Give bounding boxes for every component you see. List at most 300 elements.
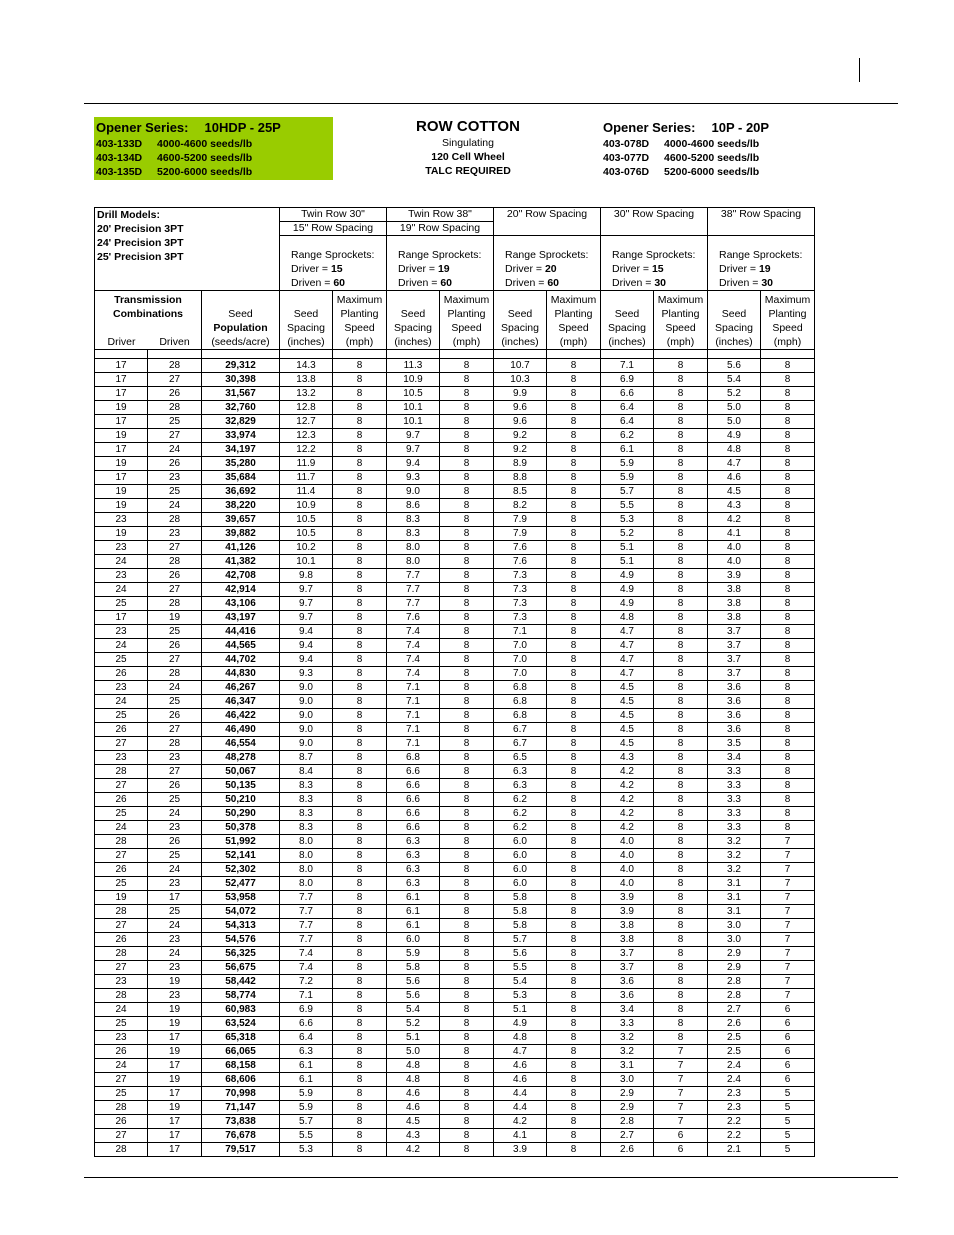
table-cell: 13.8 (280, 373, 333, 387)
table-cell: 26 (148, 387, 202, 401)
table-cell: 11.3 (387, 359, 440, 373)
table-cell: 4.8 (387, 1073, 440, 1087)
table-cell: 7.0 (494, 653, 547, 667)
table-cell: 6.2 (494, 793, 547, 807)
table-cell: 8 (440, 709, 494, 723)
table-cell: 8 (440, 429, 494, 443)
table-cell: 3.4 (601, 1003, 654, 1017)
driven-label: Driven = (612, 277, 655, 289)
spacing-label: Spacing (715, 322, 753, 334)
table-cell: 8 (547, 541, 601, 555)
table-cell: 7 (654, 1073, 708, 1087)
table-cell: 8 (547, 639, 601, 653)
table-cell: 19 (95, 485, 148, 499)
table-cell: 3.7 (601, 961, 654, 975)
table-cell: 4.9 (708, 429, 761, 443)
table-row (95, 737, 815, 751)
table-cell: 9.0 (280, 737, 333, 751)
table-cell: 4.1 (708, 527, 761, 541)
table-cell: 5.7 (494, 933, 547, 947)
table-cell: 8 (440, 1045, 494, 1059)
table-cell: 8 (440, 737, 494, 751)
table-cell: 6.1 (280, 1059, 333, 1073)
table-cell: 8 (547, 877, 601, 891)
table-cell: 3.7 (708, 639, 761, 653)
table-cell: 6 (761, 1017, 815, 1031)
table-cell: 7.4 (387, 625, 440, 639)
table-cell: 7 (761, 877, 815, 891)
header-rule (84, 103, 898, 104)
table-cell: 6.3 (387, 877, 440, 891)
seed-population-cell: 73,838 (202, 1115, 280, 1129)
table-cell: 5.3 (280, 1143, 333, 1157)
table-row (95, 1031, 815, 1045)
range-sprockets-label: Range Sprockets: (398, 249, 482, 261)
table-cell: 19 (148, 1045, 202, 1059)
driver-header: Driver (107, 336, 136, 348)
drill-models-label: Drill Models: (97, 209, 161, 221)
table-cell: 8 (547, 667, 601, 681)
table-cell: 8 (547, 1143, 601, 1157)
table-cell: 8 (547, 751, 601, 765)
table-cell: 8 (547, 933, 601, 947)
table-cell: 24 (95, 555, 148, 569)
table-cell: 9.0 (387, 485, 440, 499)
table-cell: 8 (547, 429, 601, 443)
table-cell: 8 (547, 653, 601, 667)
table-cell: 8.3 (387, 513, 440, 527)
table-row (95, 387, 815, 401)
table-cell: 5.4 (708, 373, 761, 387)
range-sprockets-label: Range Sprockets: (505, 249, 589, 261)
part-number: 403-078D (603, 138, 650, 150)
table-cell: 8.6 (387, 499, 440, 513)
table-cell: 8 (440, 947, 494, 961)
table-cell: 8 (654, 541, 708, 555)
table-row (95, 793, 815, 807)
table-cell: 4.2 (601, 765, 654, 779)
table-cell: 8.3 (280, 807, 333, 821)
table-cell: 8 (547, 1101, 601, 1115)
opener-left-row (94, 137, 333, 151)
table-cell: 3.9 (601, 891, 654, 905)
table-cell: 6.4 (280, 1031, 333, 1045)
table-cell: 9.4 (280, 639, 333, 653)
table-cell: 8 (761, 443, 815, 457)
table-cell: 5 (761, 1129, 815, 1143)
speed-label: Speed (344, 322, 375, 334)
table-cell: 8.2 (494, 499, 547, 513)
table-cell: 8 (761, 401, 815, 415)
table-cell: 8 (761, 695, 815, 709)
table-cell: 8 (654, 1031, 708, 1045)
table-cell: 2.7 (601, 1129, 654, 1143)
table-cell: 7.1 (601, 359, 654, 373)
table-cell: 4.0 (708, 541, 761, 555)
table-cell: 25 (148, 625, 202, 639)
seed-population-cell: 32,829 (202, 415, 280, 429)
table-cell: 19 (95, 457, 148, 471)
table-cell: 19 (148, 1003, 202, 1017)
table-cell: 6.1 (387, 905, 440, 919)
table-cell: 4.8 (494, 1031, 547, 1045)
table-cell: 5.2 (601, 527, 654, 541)
seed-population-cell: 58,774 (202, 989, 280, 1003)
table-cell: 8 (547, 513, 601, 527)
table-cell: 26 (95, 933, 148, 947)
seed-spacing-header (280, 291, 333, 350)
table-cell: 5.0 (387, 1045, 440, 1059)
table-row (95, 1003, 815, 1017)
driven-sprocket (719, 276, 814, 290)
driver-value: 15 (330, 263, 343, 275)
table-cell: 8 (333, 863, 387, 877)
table-cell: 17 (95, 471, 148, 485)
table-cell: 7 (761, 919, 815, 933)
table-cell: 4.6 (494, 1073, 547, 1087)
table-cell: 8 (761, 415, 815, 429)
table-cell: 27 (95, 737, 148, 751)
table-cell: 5.9 (601, 471, 654, 485)
table-row (95, 863, 815, 877)
table-cell: 8 (761, 569, 815, 583)
transmission-header (95, 291, 202, 350)
table-row (95, 723, 815, 737)
table-cell: 8 (547, 681, 601, 695)
table-cell: 25 (95, 807, 148, 821)
table-cell: 2.7 (708, 1003, 761, 1017)
table-cell: 2.8 (708, 989, 761, 1003)
speed-label: Planting (340, 308, 379, 320)
table-cell: 6.3 (387, 849, 440, 863)
table-row (95, 877, 815, 891)
table-cell: 8.0 (280, 877, 333, 891)
speed-label: Maximum (657, 294, 704, 306)
seed-population-cell: 63,524 (202, 1017, 280, 1031)
population-label: Population (213, 322, 268, 334)
seed-population-cell: 41,126 (202, 541, 280, 555)
max-speed-header (654, 291, 708, 350)
range-sprockets-label: Range Sprockets: (291, 249, 375, 261)
table-cell: 6.1 (387, 919, 440, 933)
table-cell: 9.9 (494, 387, 547, 401)
table-cell: 8 (333, 457, 387, 471)
table-cell: 27 (95, 1129, 148, 1143)
table-cell: 8 (333, 1003, 387, 1017)
table-cell: 8 (761, 639, 815, 653)
table-cell: 7.3 (494, 611, 547, 625)
table-cell: 8 (654, 835, 708, 849)
table-cell: 8 (333, 555, 387, 569)
table-cell: 8 (654, 373, 708, 387)
table-row (95, 625, 815, 639)
table-cell: 26 (148, 709, 202, 723)
table-cell: 19 (148, 1017, 202, 1031)
table-cell: 4.7 (601, 653, 654, 667)
table-cell: 6.6 (601, 387, 654, 401)
seed-population-cell: 39,657 (202, 513, 280, 527)
table-cell: 8 (440, 961, 494, 975)
table-cell: 7 (761, 863, 815, 877)
table-cell: 8 (547, 625, 601, 639)
spacing-title: Twin Row 38" (387, 208, 494, 222)
table-cell: 8 (440, 387, 494, 401)
table-cell: 8 (440, 989, 494, 1003)
table-cell: 8 (761, 793, 815, 807)
part-number: 403-134D (96, 152, 143, 164)
table-cell: 8 (333, 891, 387, 905)
table-cell: 8 (333, 373, 387, 387)
table-cell: 8 (333, 639, 387, 653)
table-cell: 8 (333, 541, 387, 555)
table-cell: 8 (333, 681, 387, 695)
table-cell: 11.7 (280, 471, 333, 485)
table-cell: 9.7 (387, 429, 440, 443)
table-cell: 17 (148, 1129, 202, 1143)
spacer-cell (708, 350, 761, 359)
table-cell: 12.7 (280, 415, 333, 429)
table-cell: 10.1 (280, 555, 333, 569)
table-cell: 8 (547, 457, 601, 471)
table-cell: 8.8 (494, 471, 547, 485)
table-cell: 5.5 (494, 961, 547, 975)
table-cell: 4.6 (708, 471, 761, 485)
table-cell: 5 (761, 1143, 815, 1157)
table-cell: 25 (95, 709, 148, 723)
table-cell: 5.8 (494, 891, 547, 905)
table-cell: 5.6 (708, 359, 761, 373)
table-cell: 24 (148, 807, 202, 821)
table-cell: 6.6 (387, 807, 440, 821)
table-cell: 7.1 (387, 723, 440, 737)
seed-spacing-header (601, 291, 654, 350)
table-cell: 8 (440, 513, 494, 527)
table-cell: 8 (333, 751, 387, 765)
table-cell: 4.5 (601, 695, 654, 709)
table-cell: 23 (148, 933, 202, 947)
table-cell: 28 (148, 597, 202, 611)
table-cell: 4.3 (601, 751, 654, 765)
table-cell: 28 (95, 947, 148, 961)
opener-right-label: Opener Series: (603, 120, 696, 135)
table-cell: 8 (333, 961, 387, 975)
drill-model: 20' Precision 3PT (97, 223, 184, 235)
table-cell: 8 (440, 849, 494, 863)
table-row (95, 527, 815, 541)
table-cell: 28 (95, 1143, 148, 1157)
table-cell: 8 (654, 961, 708, 975)
table-cell: 8 (333, 401, 387, 415)
seed-population-cell: 56,675 (202, 961, 280, 975)
table-cell: 8 (440, 1017, 494, 1031)
table-cell: 7.9 (494, 527, 547, 541)
table-cell: 5.1 (494, 1003, 547, 1017)
speed-label: Speed (451, 322, 482, 334)
table-cell: 4.1 (494, 1129, 547, 1143)
table-row (95, 681, 815, 695)
table-cell: 8 (547, 359, 601, 373)
table-row (95, 639, 815, 653)
table-cell: 6.8 (494, 681, 547, 695)
table-cell: 17 (95, 611, 148, 625)
table-cell: 6 (761, 1073, 815, 1087)
table-cell: 7.4 (387, 653, 440, 667)
table-cell: 8 (654, 583, 708, 597)
table-cell: 5.2 (387, 1017, 440, 1031)
table-cell: 28 (148, 555, 202, 569)
spacing-title: 30" Row Spacing (601, 208, 708, 236)
table-cell: 26 (148, 639, 202, 653)
table-row (95, 513, 815, 527)
table-cell: 2.8 (708, 975, 761, 989)
seed-population-cell: 76,678 (202, 1129, 280, 1143)
table-cell: 8 (440, 919, 494, 933)
table-cell: 9.7 (280, 583, 333, 597)
table-cell: 3.7 (708, 653, 761, 667)
table-cell: 25 (95, 1017, 148, 1031)
table-row (95, 373, 815, 387)
table-cell: 28 (95, 765, 148, 779)
seed-range: 4600-5200 seeds/lb (157, 152, 253, 164)
seed-population-cell: 44,830 (202, 667, 280, 681)
table-cell: 8 (333, 765, 387, 779)
table-cell: 8 (333, 471, 387, 485)
spacing-unit: (inches) (287, 336, 325, 348)
table-cell: 5.8 (494, 905, 547, 919)
table-cell: 26 (148, 457, 202, 471)
table-cell: 8 (547, 401, 601, 415)
table-cell: 26 (148, 835, 202, 849)
seed-population-cell: 58,442 (202, 975, 280, 989)
table-cell: 8 (761, 499, 815, 513)
table-cell: 6.8 (494, 695, 547, 709)
driver-label: Driver = (612, 263, 652, 275)
table-cell: 3.6 (708, 681, 761, 695)
table-cell: 8 (547, 1115, 601, 1129)
table-cell: 8 (654, 863, 708, 877)
table-cell: 8 (547, 569, 601, 583)
table-cell: 8 (333, 1073, 387, 1087)
table-cell: 8 (440, 1115, 494, 1129)
table-cell: 7 (761, 905, 815, 919)
table-cell: 8 (547, 975, 601, 989)
table-row (95, 1087, 815, 1101)
table-cell: 4.0 (601, 849, 654, 863)
driven-label: Driven = (398, 277, 441, 289)
table-cell: 8 (440, 765, 494, 779)
seed-population-cell: 46,554 (202, 737, 280, 751)
table-cell: 7 (761, 961, 815, 975)
seed-population-cell: 46,422 (202, 709, 280, 723)
table-cell: 7.1 (387, 681, 440, 695)
table-cell: 27 (148, 765, 202, 779)
table-cell: 3.7 (708, 625, 761, 639)
spacing-label: Seed (721, 308, 747, 320)
table-cell: 12.2 (280, 443, 333, 457)
table-cell: 8.0 (280, 863, 333, 877)
table-cell: 8 (761, 457, 815, 471)
table-cell: 7 (761, 975, 815, 989)
spacing-label: Seed (293, 308, 319, 320)
table-cell: 9.6 (494, 401, 547, 415)
table-cell: 4.7 (601, 667, 654, 681)
table-row (95, 1059, 815, 1073)
table-cell: 9.2 (494, 429, 547, 443)
table-cell: 26 (95, 1115, 148, 1129)
table-row (95, 695, 815, 709)
table-cell: 8 (440, 1101, 494, 1115)
table-row (95, 583, 815, 597)
table-cell: 6 (761, 1059, 815, 1073)
seed-population-cell: 35,280 (202, 457, 280, 471)
table-cell: 8 (333, 1115, 387, 1129)
spacer-cell (202, 350, 280, 359)
table-row (95, 359, 815, 373)
table-cell: 7.1 (494, 625, 547, 639)
table-cell: 8 (761, 681, 815, 695)
table-cell: 19 (95, 429, 148, 443)
table-cell: 8 (547, 835, 601, 849)
spacing-unit: (inches) (715, 336, 753, 348)
spacer-cell (95, 350, 148, 359)
spacing-subtitle: 15" Row Spacing (280, 222, 387, 236)
table-cell: 5.9 (601, 457, 654, 471)
table-cell: 8 (440, 1129, 494, 1143)
table-cell: 8 (654, 555, 708, 569)
table-cell: 13.2 (280, 387, 333, 401)
table-cell: 4.3 (708, 499, 761, 513)
spacing-label: Spacing (608, 322, 646, 334)
seed-population-cell: 50,210 (202, 793, 280, 807)
table-cell: 27 (95, 919, 148, 933)
speed-label: Planting (447, 308, 486, 320)
table-cell: 6 (654, 1129, 708, 1143)
table-cell: 5.3 (494, 989, 547, 1003)
table-cell: 8 (440, 457, 494, 471)
table-cell: 8 (547, 1017, 601, 1031)
opener-left-row (94, 151, 333, 165)
seed-population-cell: 44,416 (202, 625, 280, 639)
table-cell: 8 (654, 387, 708, 401)
table-cell: 3.6 (708, 709, 761, 723)
table-cell: 8 (440, 1087, 494, 1101)
opener-left-label: Opener Series: (96, 120, 189, 135)
table-cell: 9.0 (280, 709, 333, 723)
speed-label: Speed (772, 322, 803, 334)
table-cell: 7.7 (387, 583, 440, 597)
table-cell: 11.9 (280, 457, 333, 471)
table-cell: 24 (148, 443, 202, 457)
table-cell: 27 (95, 1073, 148, 1087)
table-cell: 8 (761, 765, 815, 779)
seed-population-cell: 60,983 (202, 1003, 280, 1017)
table-cell: 4.0 (708, 555, 761, 569)
seed-population-cell: 36,692 (202, 485, 280, 499)
table-cell: 3.9 (708, 569, 761, 583)
table-row (95, 1115, 815, 1129)
table-cell: 10.9 (280, 499, 333, 513)
driver-value: 20 (544, 263, 557, 275)
speed-label: Planting (554, 308, 593, 320)
table-cell: 26 (95, 863, 148, 877)
part-number: 403-133D (96, 138, 143, 150)
table-cell: 6.4 (601, 415, 654, 429)
table-cell: 8 (654, 919, 708, 933)
speed-unit: (mph) (559, 336, 588, 348)
table-cell: 2.9 (601, 1087, 654, 1101)
table-cell: 8 (333, 737, 387, 751)
table-cell: 8 (547, 1129, 601, 1143)
